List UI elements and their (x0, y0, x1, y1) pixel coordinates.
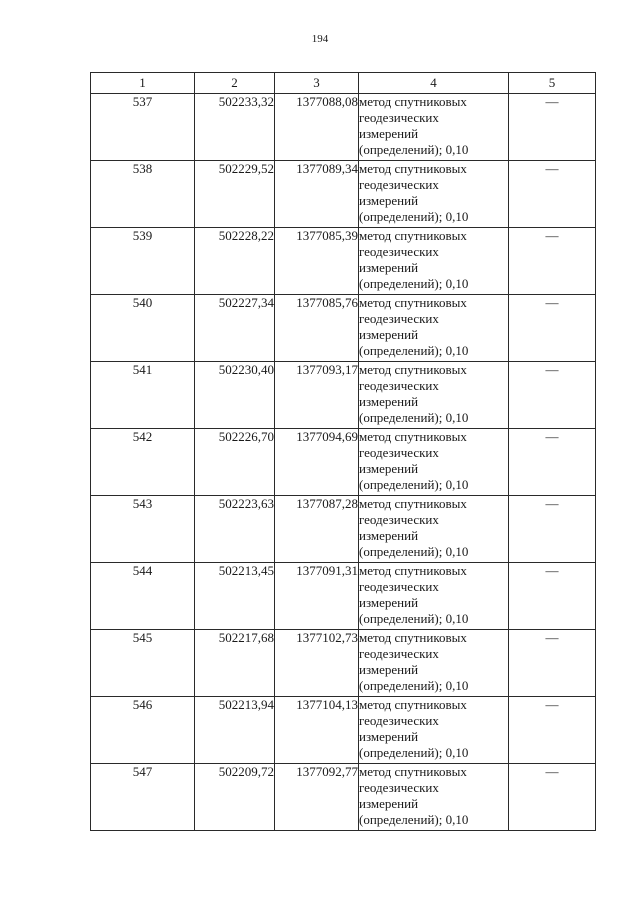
method-cell (359, 228, 509, 295)
header-col-4: 4 (359, 73, 509, 94)
method-cell (359, 697, 509, 764)
method-text-line: (определений); 0,10 (359, 410, 469, 425)
method-text-line: метод спутниковых (359, 764, 467, 779)
table-row (91, 429, 596, 496)
point-number-cell: 544 (91, 563, 195, 630)
y-coordinate-cell: 1377091,31 (275, 563, 359, 630)
table-row (91, 697, 596, 764)
method-text-line: (определений); 0,10 (359, 477, 469, 492)
method-text-line: измерений (359, 595, 419, 610)
y-coordinate-cell: 1377085,39 (275, 228, 359, 295)
point-number-cell: 540 (91, 295, 195, 362)
method-text-line: измерений (359, 394, 419, 409)
method-text-line: измерений (359, 461, 419, 476)
method-text-line: (определений); 0,10 (359, 611, 469, 626)
extra-cell: — (509, 94, 596, 161)
x-coordinate-cell: 502213,45 (195, 563, 275, 630)
header-row (91, 73, 596, 94)
x-coordinate-cell: 502213,94 (195, 697, 275, 764)
method-text-line: измерений (359, 327, 419, 342)
method-text-line: (определений); 0,10 (359, 745, 469, 760)
y-coordinate-cell: 1377104,13 (275, 697, 359, 764)
method-text-line: измерений (359, 662, 419, 677)
method-text-line: метод спутниковых (359, 563, 467, 578)
x-coordinate-cell: 502227,34 (195, 295, 275, 362)
x-coordinate-cell: 502229,52 (195, 161, 275, 228)
x-coordinate-cell: 502233,32 (195, 94, 275, 161)
x-coordinate-cell: 502230,40 (195, 362, 275, 429)
extra-cell: — (509, 630, 596, 697)
method-text-line: метод спутниковых (359, 295, 467, 310)
method-text-line: измерений (359, 796, 419, 811)
method-text-line: измерений (359, 260, 419, 275)
method-text-line: метод спутниковых (359, 161, 467, 176)
method-text-line: метод спутниковых (359, 630, 467, 645)
y-coordinate-cell: 1377092,77 (275, 764, 359, 831)
y-coordinate-cell: 1377088,08 (275, 94, 359, 161)
method-text-line: метод спутниковых (359, 94, 467, 109)
y-coordinate-cell: 1377089,34 (275, 161, 359, 228)
point-number-cell: 537 (91, 94, 195, 161)
method-text-line: (определений); 0,10 (359, 812, 469, 827)
method-text-line: геодезических (359, 378, 439, 393)
table-row (91, 228, 596, 295)
point-number-cell: 546 (91, 697, 195, 764)
point-number-cell: 541 (91, 362, 195, 429)
point-number-cell: 542 (91, 429, 195, 496)
table-row (91, 563, 596, 630)
x-coordinate-cell: 502226,70 (195, 429, 275, 496)
y-coordinate-cell: 1377093,17 (275, 362, 359, 429)
method-text-line: геодезических (359, 780, 439, 795)
method-text-line: (определений); 0,10 (359, 343, 469, 358)
point-number-cell: 539 (91, 228, 195, 295)
point-number-cell: 543 (91, 496, 195, 563)
y-coordinate-cell: 1377102,73 (275, 630, 359, 697)
method-cell (359, 429, 509, 496)
x-coordinate-cell: 502209,72 (195, 764, 275, 831)
table-row (91, 295, 596, 362)
method-text-line: геодезических (359, 244, 439, 259)
coordinates-table (90, 72, 596, 831)
method-text-line: метод спутниковых (359, 697, 467, 712)
method-cell (359, 764, 509, 831)
extra-cell: — (509, 161, 596, 228)
method-text-line: метод спутниковых (359, 496, 467, 511)
method-text-line: геодезических (359, 311, 439, 326)
method-text-line: геодезических (359, 512, 439, 527)
method-text-line: (определений); 0,10 (359, 209, 469, 224)
extra-cell: — (509, 697, 596, 764)
method-cell (359, 295, 509, 362)
method-text-line: геодезических (359, 713, 439, 728)
method-text-line: геодезических (359, 110, 439, 125)
method-text-line: геодезических (359, 579, 439, 594)
table-header (91, 73, 596, 94)
table-row (91, 630, 596, 697)
point-number-cell: 545 (91, 630, 195, 697)
extra-cell: — (509, 362, 596, 429)
method-text-line: метод спутниковых (359, 362, 467, 377)
table-row (91, 764, 596, 831)
method-text-line: метод спутниковых (359, 429, 467, 444)
method-text-line: измерений (359, 193, 419, 208)
header-col-1: 1 (91, 73, 195, 94)
extra-cell: — (509, 295, 596, 362)
header-col-3: 3 (275, 73, 359, 94)
x-coordinate-cell: 502217,68 (195, 630, 275, 697)
header-col-5: 5 (509, 73, 596, 94)
x-coordinate-cell: 502223,63 (195, 496, 275, 563)
method-text-line: (определений); 0,10 (359, 142, 469, 157)
method-cell (359, 496, 509, 563)
header-col-2: 2 (195, 73, 275, 94)
y-coordinate-cell: 1377087,28 (275, 496, 359, 563)
table-row (91, 94, 596, 161)
method-text-line: измерений (359, 126, 419, 141)
extra-cell: — (509, 496, 596, 563)
method-cell (359, 563, 509, 630)
y-coordinate-cell: 1377094,69 (275, 429, 359, 496)
method-text-line: геодезических (359, 646, 439, 661)
method-text-line: геодезических (359, 445, 439, 460)
method-text-line: (определений); 0,10 (359, 678, 469, 693)
method-text-line: (определений); 0,10 (359, 276, 469, 291)
method-text-line: (определений); 0,10 (359, 544, 469, 559)
method-text-line: геодезических (359, 177, 439, 192)
method-cell (359, 94, 509, 161)
extra-cell: — (509, 429, 596, 496)
extra-cell: — (509, 563, 596, 630)
x-coordinate-cell: 502228,22 (195, 228, 275, 295)
table-row (91, 362, 596, 429)
method-text-line: измерений (359, 528, 419, 543)
table-row (91, 161, 596, 228)
point-number-cell: 547 (91, 764, 195, 831)
table-body (91, 94, 596, 831)
method-cell (359, 161, 509, 228)
point-number-cell: 538 (91, 161, 195, 228)
method-text-line: метод спутниковых (359, 228, 467, 243)
y-coordinate-cell: 1377085,76 (275, 295, 359, 362)
method-cell (359, 362, 509, 429)
method-text-line: измерений (359, 729, 419, 744)
table-row (91, 496, 596, 563)
extra-cell: — (509, 764, 596, 831)
extra-cell: — (509, 228, 596, 295)
page-number: 194 (311, 33, 329, 45)
method-cell (359, 630, 509, 697)
